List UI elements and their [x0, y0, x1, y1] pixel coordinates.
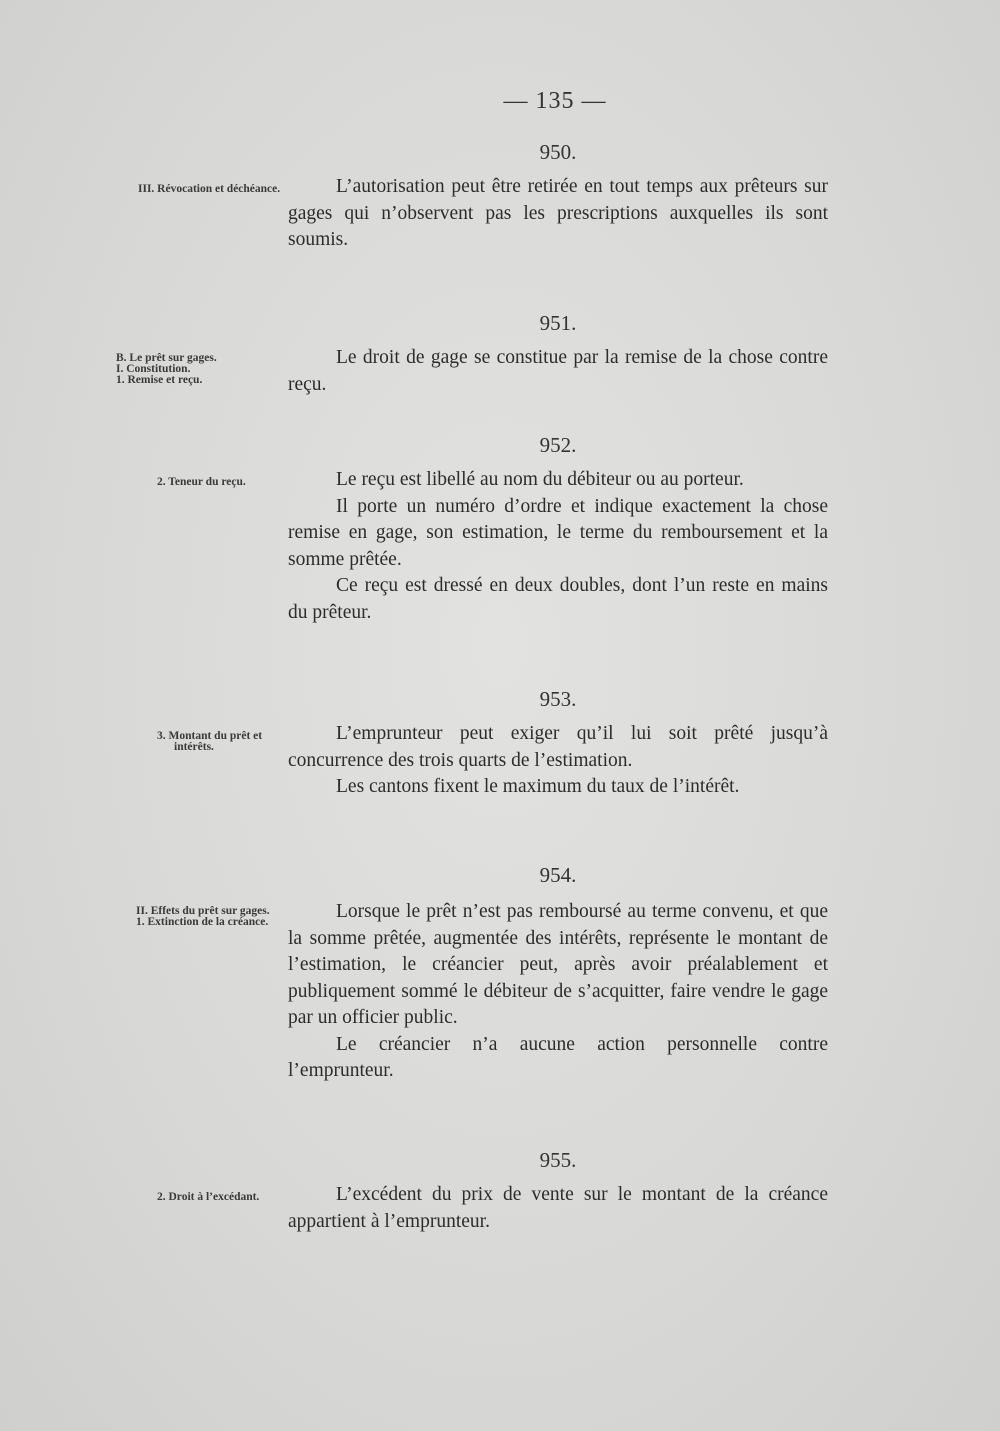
article-text — [288, 721, 828, 801]
page-number: — 135 — — [503, 88, 607, 114]
margin-note-line: I. Constitution. — [116, 363, 191, 375]
article-number: 950. — [539, 140, 577, 164]
paragraph: Lorsque le prêt n’est pas remboursé au terme convenu, et que la somme prêtée, augmentée des intérêts, représente le montant de l’estimation, le créancier peut, après avoir préalablement et publiquement sommé le débiteur de s’acquitter, faire vendre le gage par un officier public. — [288, 901, 828, 1028]
article-text — [288, 899, 828, 1085]
article-number: 951. — [539, 311, 577, 335]
margin-note-line: 2. Droit à l’excédant. — [157, 1191, 260, 1203]
margin-note-line: II. Effets du prêt sur gages. — [136, 905, 270, 917]
margin-note — [157, 1192, 294, 1203]
margin-note — [136, 906, 303, 928]
article-number: 953. — [539, 687, 577, 711]
article-text — [288, 1182, 828, 1235]
margin-note — [157, 731, 304, 753]
paragraph: Le reçu est libellé au nom du débiteur ou au porteur. — [336, 469, 744, 490]
margin-note-line: 3. Montant du prêt et intérêts. — [157, 730, 263, 753]
margin-note — [116, 353, 303, 386]
paragraph: Le créancier n’a aucune action personnelle contre l’emprunteur. — [288, 1033, 828, 1081]
article-number: 955. — [539, 1148, 577, 1172]
paragraph: Ce reçu est dressé en deux doubles, dont l’un reste en mains du prêteur. — [288, 575, 828, 623]
margin-note-line: 2. Teneur du reçu. — [157, 476, 246, 488]
paragraph: Les cantons fixent le maximum du taux de l’intérêt. — [336, 776, 740, 797]
article-number: 954. — [539, 863, 577, 887]
paragraph: Il porte un numéro d’ordre et indique exactement la chose remise en gage, son estimation, le terme du remboursement et la somme prêtée. — [288, 495, 828, 570]
margin-note-line: III. Révocation et déchéance. — [138, 183, 281, 195]
paragraph: Le droit de gage se constitue par la remise de la chose contre reçu. — [288, 347, 828, 395]
article-number: 952. — [539, 433, 577, 457]
margin-note-line: 1. Remise et reçu. — [116, 374, 203, 386]
margin-note-line: B. Le prêt sur gages. — [116, 352, 217, 364]
article-text — [288, 174, 828, 254]
paragraph: L’autorisation peut être retirée en tout temps aux prêteurs sur gages qui n’observent pas les prescriptions auxquelles ils sont soumis. — [288, 176, 828, 250]
margin-note-line: 1. Extinction de la créance. — [136, 916, 269, 928]
paragraph: L’excédent du prix de vente sur le montant de la créance appartient à l’emprunteur. — [288, 1184, 828, 1232]
paragraph: L’emprunteur peut exiger qu’il lui soit prêté jusqu’à concurrence des trois quarts de l’estimation. — [288, 723, 828, 771]
article-text — [288, 467, 828, 626]
article-text — [288, 345, 828, 398]
